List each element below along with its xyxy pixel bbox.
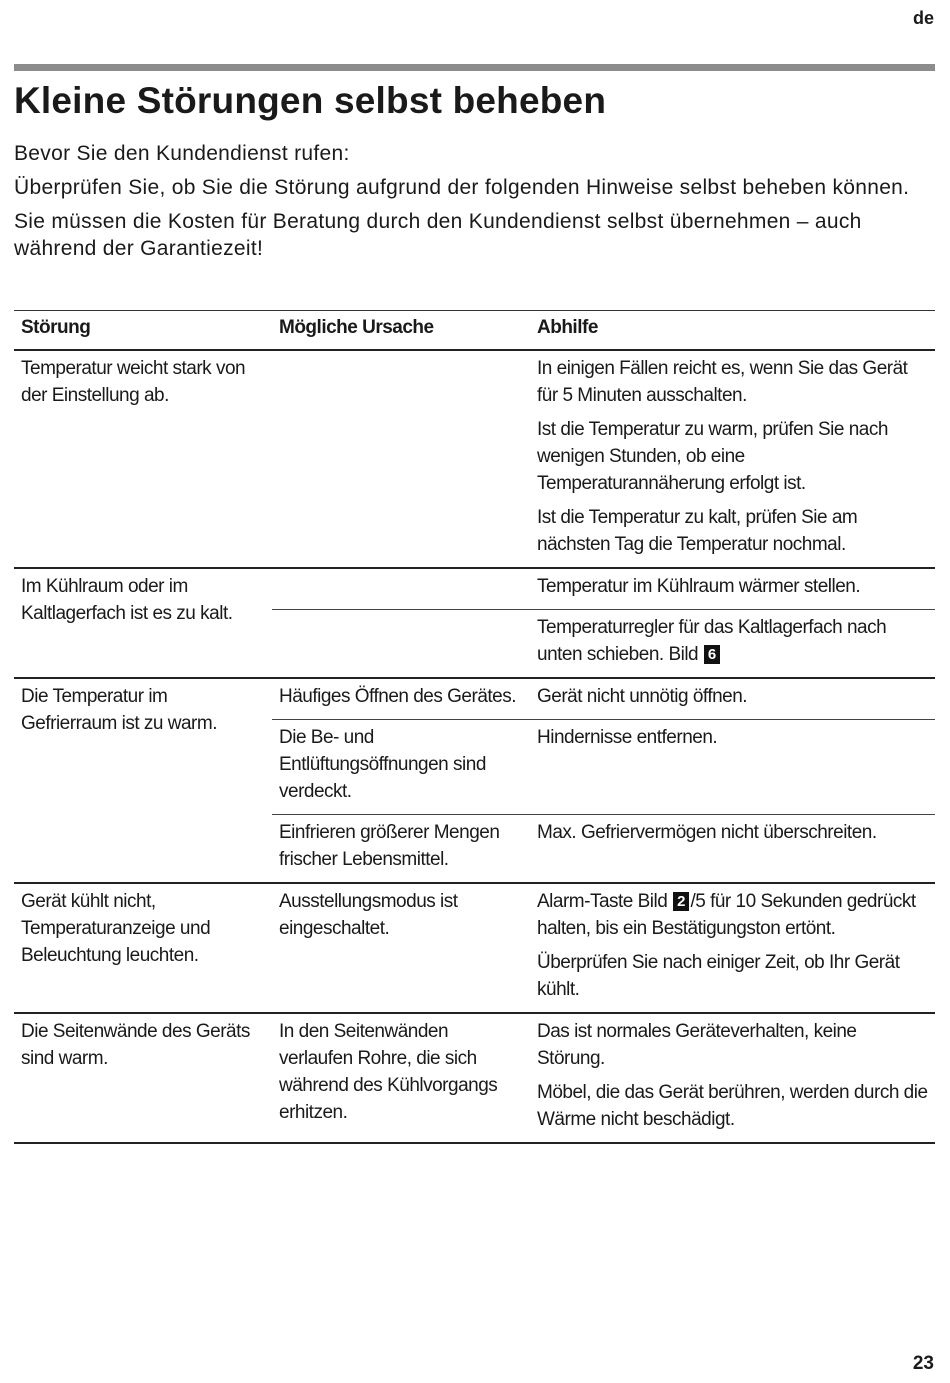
figure-ref-badge: 6	[704, 645, 720, 664]
table-row	[14, 1013, 935, 1143]
table-group	[14, 568, 935, 678]
remedy-text: Möbel, die das Gerät berühren, werden durch die Wärme nicht beschädigt.	[537, 1082, 928, 1130]
cause-cell: Häufiges Öffnen des Gerätes.	[279, 686, 517, 707]
table-group	[14, 883, 935, 1013]
remedy-cell	[530, 883, 935, 1013]
table-row	[14, 678, 935, 720]
remedy-cell	[530, 350, 935, 568]
table-row	[14, 350, 935, 568]
table-row	[14, 883, 935, 1013]
remedy-text: Ist die Temperatur zu warm, prüfen Sie nach wenigen Stunden, ob eine Temperaturannäherung erfolgt ist.	[537, 419, 888, 494]
remedy-cell: Gerät nicht unnötig öffnen.	[537, 686, 748, 707]
remedy-cell: Temperatur im Kühlraum wärmer stellen.	[537, 576, 861, 597]
figure-ref-badge: 2	[673, 892, 689, 911]
table-group	[14, 678, 935, 883]
header-rule	[14, 64, 935, 71]
header-fault: Störung	[21, 317, 91, 338]
remedy-text: Temperaturregler für das Kaltlagerfach nach unten schieben. Bild	[537, 617, 887, 665]
cause-cell: Die Be- und Entlüftungsöffnungen sind verdeckt.	[272, 720, 530, 815]
fault-cell: Die Temperatur im Gefrierraum ist zu warm.	[21, 686, 217, 734]
page-title: Kleine Störungen selbst beheben	[14, 80, 607, 121]
remedy-cell: Max. Gefriervermögen nicht überschreiten.	[530, 815, 935, 884]
remedy-text-start: Alarm-Taste Bild	[537, 891, 673, 912]
fault-cell: Im Kühlraum oder im Kaltlagerfach ist es zu kalt.	[21, 576, 233, 624]
remedy-cell	[530, 1013, 935, 1143]
intro-text	[14, 140, 934, 269]
cause-cell	[272, 610, 530, 679]
cause-cell	[272, 568, 530, 610]
intro-paragraph: Sie müssen die Kosten für Beratung durch den Kundendienst selbst übernehmen – auch während der Garantiezeit!	[14, 210, 862, 260]
troubleshooting-table	[14, 310, 935, 1144]
table-row	[14, 568, 935, 610]
header-remedy: Abhilfe	[537, 317, 598, 338]
language-code: de	[912, 8, 934, 28]
table-group	[14, 350, 935, 568]
remedy-text: Ist die Temperatur zu kalt, prüfen Sie am nächsten Tag die Temperatur nochmal.	[537, 507, 858, 555]
remedy-text	[537, 888, 929, 942]
fault-cell: Temperatur weicht stark von der Einstellung ab.	[21, 358, 246, 406]
cause-cell	[272, 350, 530, 568]
header-cause: Mögliche Ursache	[279, 317, 434, 338]
remedy-text: Überprüfen Sie nach einiger Zeit, ob Ihr Gerät kühlt.	[537, 952, 900, 1000]
remedy-cell	[530, 610, 935, 679]
cause-cell: Einfrieren größerer Mengen frischer Lebensmittel.	[272, 815, 530, 884]
cause-cell: In den Seitenwänden verlaufen Rohre, die sich während des Kühlvorgangs erhitzen.	[279, 1021, 498, 1123]
page-number: 23	[912, 1353, 934, 1374]
table-header-row	[14, 311, 935, 351]
intro-paragraph: Bevor Sie den Kundendienst rufen:	[14, 142, 350, 165]
intro-paragraph: Überprüfen Sie, ob Sie die Störung aufgrund der folgenden Hinweise selbst beheben können.	[14, 176, 910, 199]
remedy-text: Das ist normales Geräteverhalten, keine Störung.	[537, 1021, 857, 1069]
remedy-cell: Hindernisse entfernen.	[530, 720, 935, 815]
remedy-text: In einigen Fällen reicht es, wenn Sie das Gerät für 5 Minuten ausschalten.	[537, 358, 908, 406]
table-group	[14, 1013, 935, 1143]
fault-cell: Die Seitenwände des Geräts sind warm.	[21, 1021, 250, 1069]
fault-cell: Gerät kühlt nicht, Temperaturanzeige und Beleuchtung leuchten.	[21, 891, 211, 966]
cause-cell: Ausstellungsmodus ist eingeschaltet.	[279, 891, 458, 939]
remedy-text-end: /5 für 10 Sekunden gedrückt halten, bis ein Bestätigungston ertönt.	[537, 891, 916, 939]
